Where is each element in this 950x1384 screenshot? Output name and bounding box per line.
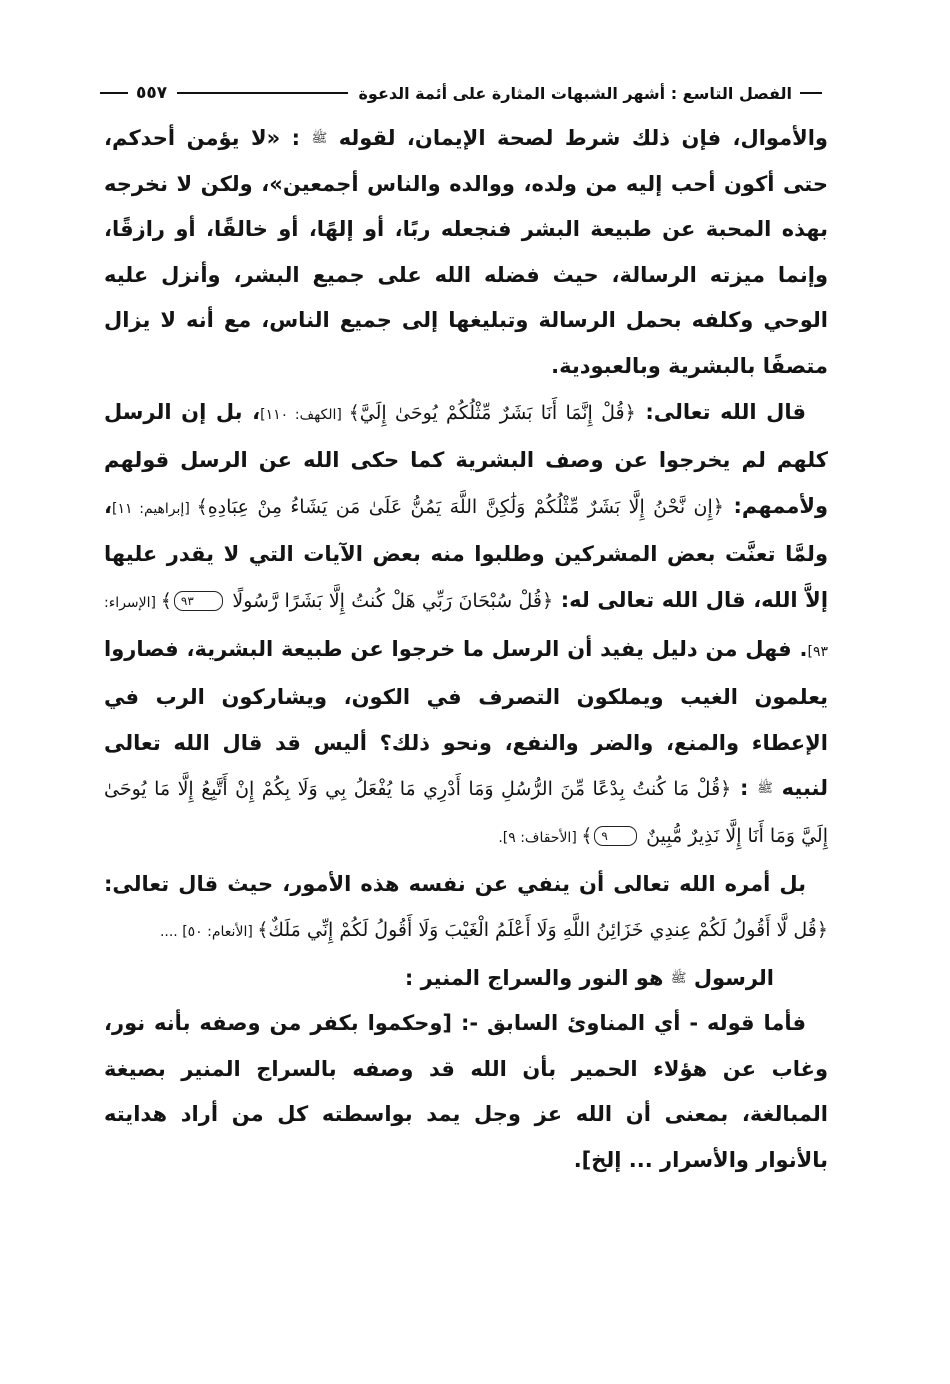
paragraph-2 xyxy=(104,390,828,862)
p1-text-2: : xyxy=(280,126,312,150)
running-header xyxy=(100,78,822,108)
subheading-text-1: الرسول xyxy=(693,965,774,990)
p3-text-1: بل أمره الله تعالى أن ينفي عن نفسه هذه الأمور، حيث قال تعالى: xyxy=(104,871,806,896)
paragraph-4 xyxy=(104,1001,828,1183)
section-subheading xyxy=(104,956,828,1002)
honorific-symbol: ﷺ xyxy=(670,970,687,986)
quran-verse-kahf: ﴿قُلْ إِنَّمَا أَنَا بَشَرٌ مِّثْلُكُمْ يُوحَىٰ إِلَيَّ﴾ xyxy=(348,401,636,424)
paragraph-1 xyxy=(104,116,828,390)
honorific-symbol: ﷺ xyxy=(311,131,328,146)
p2-text-2: ، بل إن الرسل كلهم لم يخرجوا عن وصف البشرية كما حكى الله عن الرسل قولهم ولأممهم: xyxy=(104,399,829,518)
page-number: ٥٥٧ xyxy=(136,83,168,103)
header-title: الفصل التاسع : أشهر الشبهات المثارة على أئمة الدعوة xyxy=(358,83,792,103)
p2-text-1: قال الله تعالى: xyxy=(635,399,806,424)
p2-text-3: ، ولمَّا تعنَّت بعض المشركين وطلبوا منه بعض الآيات التي لا يقدر عليها إلاَّ الله، قال الله تعالى له: xyxy=(104,493,829,612)
quran-verse-anam: ﴿قُل لَّا أَقُولُ لَكُمْ عِندِي خَزَائِنُ اللَّهِ وَلَا أَعْلَمُ الْغَيْبَ وَلَا أَقُولُ لَكُمْ إِنِّي مَلَكٌ﴾ xyxy=(257,919,828,942)
paragraph-3 xyxy=(104,862,828,956)
verse-reference-kahf: [الكهف: ١١٠] xyxy=(260,406,349,423)
verse-reference-isra: [الإسراء: ٩٣] xyxy=(104,594,828,660)
header-dash-right xyxy=(800,92,822,94)
quran-verse-ahqaf: ﴿قُلْ مَا كُنتُ بِدْعًا مِّنَ الرُّسُلِ وَمَا أَدْرِي مَا يُفْعَلُ بِي وَلَا بِكُمْ إِنْ أَتَّبِعُ إِلَّا مَا يُوحَىٰ إِلَيَّ وَمَا أَنَا إِلَّا نَذِيرٌ مُّبِينٌ xyxy=(104,778,828,847)
quran-verse-ibrahim: ﴿إِن نَّحْنُ إِلَّا بَشَرٌ مِّثْلُكُمْ وَلَٰكِنَّ اللَّهَ يَمُنُّ عَلَىٰ مَن يَشَاءُ مِنْ عِبَادِهِ﴾ xyxy=(196,495,724,518)
p2-text-4: . فهل من دليل يفيد أن الرسل ما خرجوا عن طبيعة البشرية، فصاروا يعلمون الغيب ويملكون التصرف في الكون، ويشاركون الرب في الإعطاء والمنع، والضر والنفع، ونحو ذلك؟ أليس قد قال الله تعالى لنبيه xyxy=(104,636,828,801)
verse-reference-ibrahim: [إبراهيم: ١١] xyxy=(111,500,197,517)
subheading-text-2: هو النور والسراج المنير : xyxy=(404,965,671,990)
verse-number-mark-ahqaf: ٩ xyxy=(594,826,636,846)
quran-verse-ahqaf-close: ﴾ xyxy=(581,824,593,847)
verse-reference-ahqaf: [الأحقاف: ٩]. xyxy=(498,829,582,846)
p4-text-1: فأما قوله - أي المناوئ السابق -: [وحكموا بكفر من وصفه بأنه نور، وغاب عن هؤلاء الحمير بأن الله قد وصفه بالسراج المنير بصيغة المبالغة، بمعنى أن الله عز وجل يمد بواسطته كل من أراد هدايته بالأنوار والأسرار ... إلخ]. xyxy=(104,1011,828,1173)
p1-text-3: ، ولكن لا نخرجه بهذه المحبة عن طبيعة البشر فنجعله ربًا، أو إلهًا، أو خالقًا، أو رازقًا، وإنما ميزته الرسالة، حيث فضله الله على جميع البشر، وأنزل عليه الوحي وكلفه بحمل الرسالة وتبليغها إلى جميع الناس، مع أنه لا يزال متصفًا بالبشرية وبالعبودية. xyxy=(104,171,828,378)
verse-reference-anam: [الأنعام: ٥٠] .... xyxy=(159,924,258,941)
header-rule xyxy=(177,92,348,94)
p2-text-5: : xyxy=(731,776,758,801)
verse-number-mark-isra: ٩٣ xyxy=(174,591,223,611)
hadith-quote: «لا يؤمن أحدكم، حتى أكون أحب إليه من ولده، ووالده والناس أجمعين» xyxy=(104,126,828,196)
quran-verse-isra: ﴿قُلْ سُبْحَانَ رَبِّي هَلْ كُنتُ إِلَّا بَشَرًا رَّسُولًا xyxy=(232,589,554,612)
body-text xyxy=(104,116,828,1184)
header-dash-left xyxy=(100,92,128,94)
honorific-symbol: ﷺ xyxy=(757,781,773,797)
quran-verse-isra-close: ﴾ xyxy=(160,589,172,612)
p1-text-1: والأموال، فإن ذلك شرط لصحة الإيمان، لقوله xyxy=(338,126,828,150)
